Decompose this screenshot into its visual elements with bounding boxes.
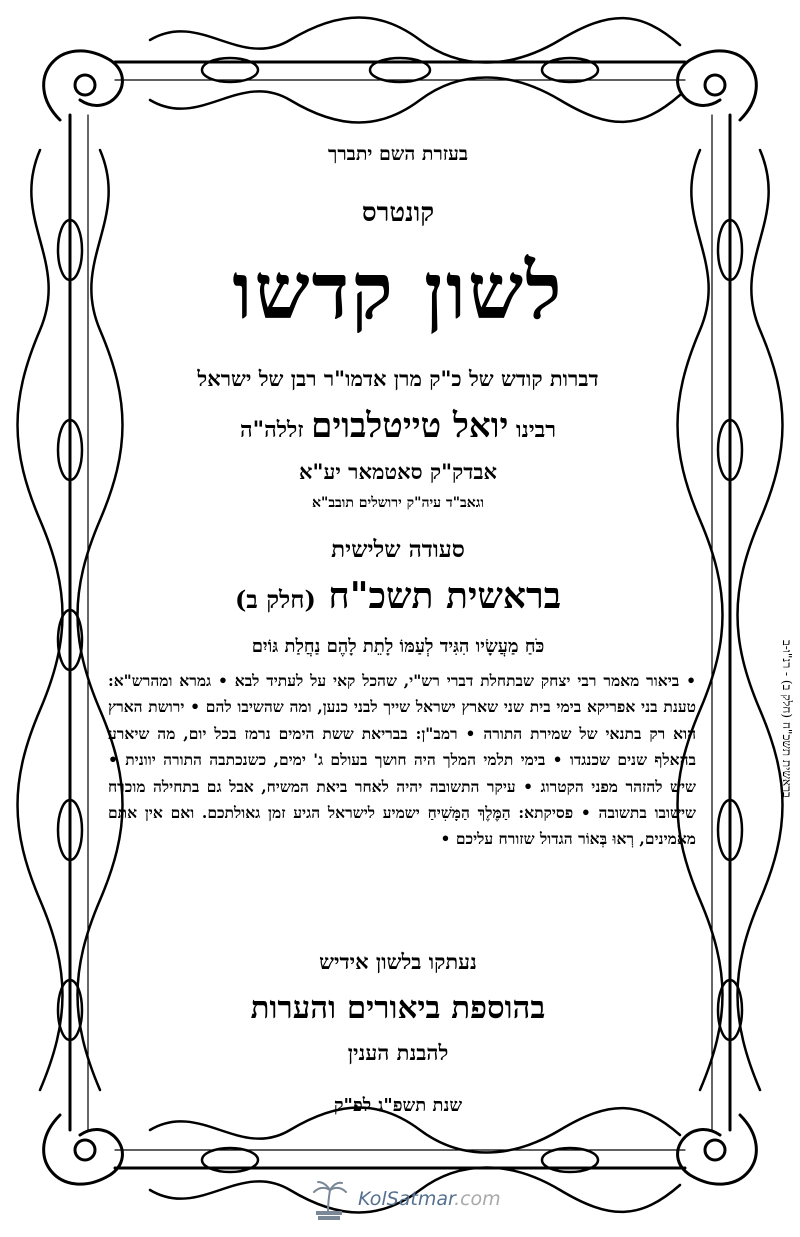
palm-tree-books-icon [308, 1178, 352, 1222]
author-prefix: רבינו [516, 417, 557, 443]
page-title: לשון קדשו [232, 246, 564, 337]
year-line: שנת תשפ"ג לפ"ק [333, 1095, 463, 1116]
translation-line-3: להבנת הענין [347, 1040, 449, 1065]
author-name-line [100, 406, 696, 446]
footer-brand: KolSatmar [358, 1188, 455, 1210]
side-page-label [778, 640, 798, 798]
kuntres-label: קונטרס [361, 198, 435, 228]
side-page-text: בראשית תשכ"ח (חלק ב) - רנ"ו-ב [780, 640, 794, 798]
dedication-line: בעזרת השם יתברך [328, 143, 468, 165]
summary-paragraph: • ביאור מאמר רבי יצחק שבתחלת דברי רש"י, שהכל קאי על לעתיד לבא • גמרא ומהרש"א: טענת בני אפריקא בימי בית שני שארץ ישראל שייך לבני כנען, ומה שהשיבו להם • ירושת הארץ הוא רק בתנאי של שמירת התורה • רמב"ן: בבריאת ששת הימים נרמז בכל יום, מה שיארע בהאלף שנים שכנגדו • בימי תלמי המלך היה חושך בעולם ג' ימים, כשנכתבה התורה יוונית • שיש להזהר מפני הקטרוג • עיקר התשובה יהיה לאחר ביאת המשיח, אבל גם בתחילה מוכרח שישובו בתשובה • פסיקתא: הַמֶּלֶךְ הַמָּשִׁיחַ ישמיע לישראל הגיע זמן גאולתכם. ואם אין אתם מאמינים, רְאוּ בְּאוֹר הגדול שזורח עליכם • [108, 671, 696, 849]
verse-line: כֹּחַ מַעֲשָׂיו הִגִּיד לְעַמּוֹ לָתֵת לָהֶם נַחֲלַת גּוֹיִם [251, 636, 545, 657]
seudah-title: סעודה שלישית [331, 536, 465, 563]
footer-link[interactable] [358, 1188, 501, 1210]
author-line-3: אבדק"ק סאטמאר יע"א [299, 459, 497, 484]
author-name: יואל טייטלבוים [311, 406, 509, 446]
author-suffix: זללה"ה [239, 417, 304, 443]
translation-line-2: בהוספת ביאורים והערות [250, 990, 546, 1026]
parsha-part: (חלק ב) [234, 585, 316, 614]
parsha-title [100, 575, 696, 617]
footer-tld: .com [454, 1188, 501, 1210]
translation-line-1: נעתקו בלשון אידיש [319, 949, 477, 974]
author-line-4: וגאב"ד עיה"ק ירושלים תובב"א [312, 495, 484, 511]
author-line-1: דברות קודש של כ"ק מרן אדמו"ר רבן של ישראל [197, 366, 599, 391]
parsha-name: בראשית תשכ"ח [328, 575, 562, 617]
